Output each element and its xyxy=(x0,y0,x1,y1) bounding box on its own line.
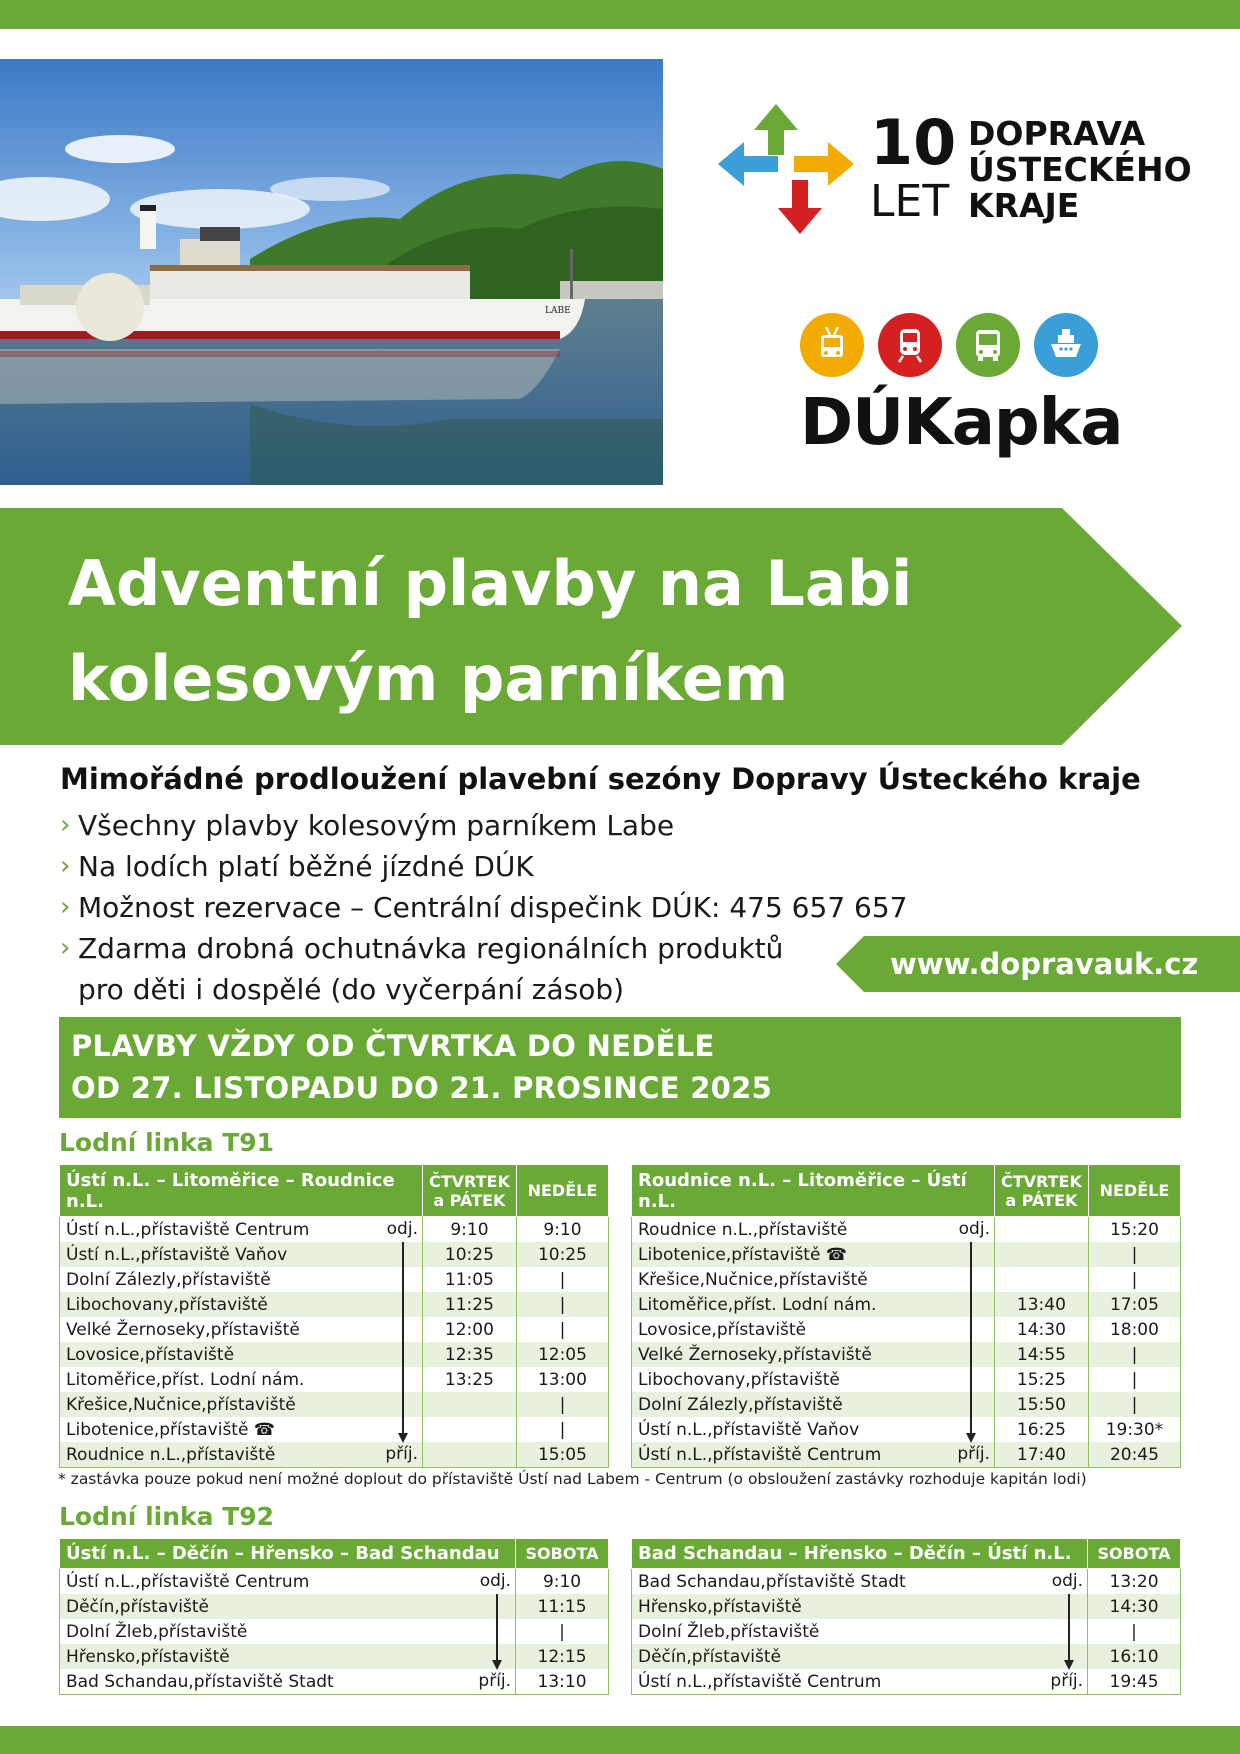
stop-name: Dolní Žleb,přístaviště xyxy=(66,1621,248,1642)
stop-name-cell xyxy=(60,1619,516,1644)
stop-name-cell xyxy=(60,1569,516,1595)
table-row xyxy=(632,1644,1181,1669)
time-cell: | xyxy=(516,1392,608,1417)
time-cell: 13:00 xyxy=(516,1367,608,1392)
direction-arrow xyxy=(402,1242,404,1434)
time-cell: 13:10 xyxy=(516,1669,609,1695)
list-item: › Možnost rezervace – Centrální dispečink DÚK: 475 657 657 xyxy=(60,887,860,928)
stop-name: Děčín,přístaviště xyxy=(638,1646,782,1667)
table-row xyxy=(632,1342,1181,1367)
time-cell: 15:25 xyxy=(994,1367,1088,1392)
arrow-down-icon xyxy=(492,1660,502,1670)
time-cell: 10:25 xyxy=(422,1242,516,1267)
time-cell xyxy=(422,1442,516,1468)
departure-arrival-mark: odj. xyxy=(479,1571,512,1591)
route-header: Roudnice n.L. – Litoměřice – Ústí n.L. xyxy=(632,1165,995,1217)
table-row xyxy=(632,1594,1181,1619)
table-row xyxy=(60,1392,609,1417)
steamer-photo xyxy=(0,59,663,485)
time-cell: | xyxy=(1088,1367,1180,1392)
stop-name-cell xyxy=(60,1669,516,1695)
time-cell: 12:05 xyxy=(516,1342,608,1367)
table-row xyxy=(60,1317,609,1342)
time-cell: 14:30 xyxy=(1088,1594,1181,1619)
table-row xyxy=(632,1317,1181,1342)
arrow-down-icon xyxy=(398,1433,408,1443)
table-row xyxy=(632,1569,1181,1595)
time-cell: 16:25 xyxy=(994,1417,1088,1442)
svg-text:LABE: LABE xyxy=(545,306,571,316)
time-cell: 12:35 xyxy=(422,1342,516,1367)
time-cell: | xyxy=(516,1292,608,1317)
stop-name: Lovosice,přístaviště xyxy=(638,1319,807,1340)
stop-name: Křešice,Nučnice,přístaviště xyxy=(638,1269,868,1290)
departure-arrival-mark: odj. xyxy=(386,1219,418,1239)
departure-arrival-mark: příj. xyxy=(1050,1671,1084,1691)
stop-name: Litoměřice,příst. Lodní nám. xyxy=(66,1369,305,1390)
table-row xyxy=(60,1267,609,1292)
ship-icon xyxy=(1034,313,1098,377)
table-row xyxy=(632,1392,1181,1417)
stop-name-cell xyxy=(60,1317,423,1342)
anniversary-word: LET xyxy=(870,176,950,227)
stop-name: Křešice,Nučnice,přístaviště xyxy=(66,1394,296,1415)
time-cell: 13:25 xyxy=(422,1367,516,1392)
chevron-right-icon: › xyxy=(60,810,71,840)
time-cell: 13:20 xyxy=(1088,1569,1181,1595)
stop-name-cell xyxy=(60,1417,423,1442)
direction-arrow xyxy=(496,1594,498,1661)
time-cell: 13:40 xyxy=(994,1292,1088,1317)
column-header-thu-fri: ČTVRTEK a PÁTEK xyxy=(422,1165,516,1217)
time-cell xyxy=(422,1392,516,1417)
direction-arrow xyxy=(1068,1594,1070,1661)
stop-name: Dolní Žleb,přístaviště xyxy=(638,1621,820,1642)
stop-name: Dolní Zálezly,přístaviště xyxy=(638,1394,843,1415)
table-row xyxy=(60,1594,609,1619)
table-row xyxy=(60,1669,609,1695)
stop-name: Libochovany,přístaviště xyxy=(638,1369,840,1390)
stop-name-cell xyxy=(632,1619,1088,1644)
bottom-bar xyxy=(0,1726,1240,1754)
timetable-t92-return xyxy=(631,1538,1181,1695)
stop-name-cell xyxy=(632,1644,1088,1669)
stop-name-cell xyxy=(632,1317,995,1342)
stop-name: Bad Schandau,přístaviště Stadt xyxy=(638,1571,906,1592)
time-cell: | xyxy=(1088,1267,1180,1292)
time-cell: 20:45 xyxy=(1088,1442,1180,1468)
time-cell: 12:00 xyxy=(422,1317,516,1342)
time-cell: | xyxy=(1088,1619,1181,1644)
stop-name-cell xyxy=(60,1442,423,1468)
table-row xyxy=(60,1644,609,1669)
time-cell: | xyxy=(1088,1342,1180,1367)
direction-arrow xyxy=(970,1242,972,1434)
time-cell xyxy=(994,1242,1088,1267)
stop-name: Ústí n.L.,přístaviště Centrum xyxy=(638,1671,882,1692)
table-row xyxy=(60,1619,609,1644)
table-row xyxy=(632,1417,1181,1442)
departure-arrival-mark: odj. xyxy=(958,1219,990,1239)
stop-name: Lovosice,přístaviště xyxy=(66,1344,235,1365)
time-cell: | xyxy=(516,1619,609,1644)
feature-list xyxy=(60,805,908,1010)
list-item: › Zdarma drobná ochutnávka regionálních produktů pro děti i dospělé (do vyčerpání zásob) xyxy=(60,928,860,1010)
stop-name: Ústí n.L.,přístaviště Centrum xyxy=(66,1219,310,1240)
stop-name: Libotenice,přístaviště ☎ xyxy=(638,1244,848,1265)
stop-name: Roudnice n.L.,přístaviště xyxy=(66,1444,276,1465)
departure-arrival-mark: příj. xyxy=(478,1671,512,1691)
time-cell xyxy=(994,1267,1088,1292)
time-cell: 15:20 xyxy=(1088,1217,1180,1243)
time-cell: | xyxy=(516,1417,608,1442)
stop-name: Děčín,přístaviště xyxy=(66,1596,210,1617)
time-cell: 19:30* xyxy=(1088,1417,1180,1442)
time-cell: 12:15 xyxy=(516,1644,609,1669)
stop-name-cell xyxy=(60,1242,423,1267)
table-row xyxy=(60,1367,609,1392)
table-row xyxy=(60,1569,609,1595)
arrow-down-icon xyxy=(1064,1660,1074,1670)
time-cell: 11:15 xyxy=(516,1594,609,1619)
stop-name: Libochovany,přístaviště xyxy=(66,1294,268,1315)
table-row xyxy=(60,1242,609,1267)
stop-name-cell xyxy=(60,1217,423,1243)
table-row xyxy=(632,1217,1181,1243)
dukapka-logo-text: DÚKapka xyxy=(800,386,1123,460)
time-cell: | xyxy=(516,1267,608,1292)
table-row xyxy=(632,1292,1181,1317)
time-cell: 14:55 xyxy=(994,1342,1088,1367)
column-header-saturday: SOBOTA xyxy=(516,1539,609,1569)
stop-name-cell xyxy=(632,1217,995,1243)
stop-name-cell xyxy=(632,1442,995,1468)
stop-name-cell xyxy=(632,1367,995,1392)
time-cell: | xyxy=(516,1317,608,1342)
time-cell xyxy=(422,1417,516,1442)
list-item: › Všechny plavby kolesovým parníkem Labe xyxy=(60,805,860,846)
stop-name-cell xyxy=(632,1669,1088,1695)
column-header-thu-fri: ČTVRTEK a PÁTEK xyxy=(994,1165,1088,1217)
table-row xyxy=(632,1267,1181,1292)
list-item: › Na lodích platí běžné jízdné DÚK xyxy=(60,846,860,887)
time-cell: 11:05 xyxy=(422,1267,516,1292)
time-cell: 14:30 xyxy=(994,1317,1088,1342)
stop-name-cell xyxy=(632,1594,1088,1619)
top-bar xyxy=(0,0,1240,29)
time-cell: 17:05 xyxy=(1088,1292,1180,1317)
route-header: Ústí n.L. – Litoměřice – Roudnice n.L. xyxy=(60,1165,423,1217)
trolleybus-icon xyxy=(800,313,864,377)
departure-arrival-mark: příj. xyxy=(957,1444,990,1464)
stop-name: Litoměřice,příst. Lodní nám. xyxy=(638,1294,877,1315)
stop-name: Roudnice n.L.,přístaviště xyxy=(638,1219,848,1240)
chevron-right-icon: › xyxy=(60,933,71,963)
stop-name: Velké Žernoseky,přístaviště xyxy=(66,1319,300,1340)
table-row xyxy=(632,1242,1181,1267)
stop-name: Velké Žernoseky,přístaviště xyxy=(638,1344,872,1365)
stop-name: Bad Schandau,přístaviště Stadt xyxy=(66,1671,334,1692)
timetable-t91-outbound xyxy=(59,1164,609,1468)
time-cell xyxy=(994,1217,1088,1243)
stop-name-cell xyxy=(60,1342,423,1367)
table-row xyxy=(632,1619,1181,1644)
stop-name: Ústí n.L.,přístaviště Vaňov xyxy=(66,1244,288,1265)
column-header-sunday: NEDĚLE xyxy=(516,1165,608,1217)
stop-name-cell xyxy=(632,1392,995,1417)
route-header: Bad Schandau – Hřensko – Děčín – Ústí n.L. xyxy=(632,1539,1088,1569)
table-row xyxy=(632,1367,1181,1392)
anniversary-org-name: DOPRAVA ÚSTECKÉHO KRAJE xyxy=(968,114,1192,225)
dukapka-icons xyxy=(800,313,1100,379)
time-cell: 9:10 xyxy=(516,1217,608,1243)
table-row xyxy=(60,1217,609,1243)
stop-name-cell xyxy=(60,1292,423,1317)
stop-name: Dolní Zálezly,přístaviště xyxy=(66,1269,271,1290)
stop-name: Hřensko,přístaviště xyxy=(638,1596,802,1617)
time-cell: 9:10 xyxy=(422,1217,516,1243)
stop-name: Ústí n.L.,přístaviště Centrum xyxy=(66,1571,310,1592)
table-row xyxy=(60,1292,609,1317)
stop-name: Ústí n.L.,přístaviště Vaňov xyxy=(638,1419,860,1440)
table-row xyxy=(60,1342,609,1367)
website-link[interactable]: www.dopravauk.cz xyxy=(890,947,1199,981)
stop-name-cell xyxy=(632,1569,1088,1595)
stop-name-cell xyxy=(632,1267,995,1292)
column-header-saturday: SOBOTA xyxy=(1088,1539,1181,1569)
table-row xyxy=(632,1669,1181,1695)
stop-name-cell xyxy=(60,1267,423,1292)
time-cell: 16:10 xyxy=(1088,1644,1181,1669)
time-cell: 17:40 xyxy=(994,1442,1088,1468)
timetable-t92-outbound xyxy=(59,1538,609,1695)
footnote: * zastávka pouze pokud není možné doplout do přístaviště Ústí nad Labem - Centrum (o obsloužení zastávky rozhoduje kapitán lodi) xyxy=(58,1470,1087,1488)
time-cell: 9:10 xyxy=(516,1569,609,1595)
stop-name-cell xyxy=(632,1242,995,1267)
subheading: Mimořádné prodloužení plavební sezóny Dopravy Ústeckého kraje xyxy=(60,762,1141,796)
table-row xyxy=(60,1442,609,1468)
route-header: Ústí n.L. – Děčín – Hřensko – Bad Schandau xyxy=(60,1539,516,1569)
time-cell: 10:25 xyxy=(516,1242,608,1267)
stop-name-cell xyxy=(632,1292,995,1317)
anniversary-number: 10 xyxy=(870,106,957,179)
train-icon xyxy=(878,313,942,377)
time-cell: 18:00 xyxy=(1088,1317,1180,1342)
departure-arrival-mark: příj. xyxy=(385,1444,418,1464)
stop-name: Libotenice,přístaviště ☎ xyxy=(66,1419,276,1440)
column-header-sunday: NEDĚLE xyxy=(1088,1165,1180,1217)
arrow-down-icon xyxy=(966,1433,976,1443)
bus-icon xyxy=(956,313,1020,377)
chevron-right-icon: › xyxy=(60,892,71,922)
line-t92-title: Lodní linka T92 xyxy=(59,1502,275,1531)
timetable-t91-return xyxy=(631,1164,1181,1468)
anniversary-logo xyxy=(718,100,1192,240)
page-title: Adventní plavby na Labi kolesovým parníkem xyxy=(68,547,913,715)
stop-name-cell xyxy=(632,1342,995,1367)
stop-name-cell xyxy=(632,1417,995,1442)
chevron-right-icon: › xyxy=(60,851,71,881)
time-cell: | xyxy=(1088,1392,1180,1417)
time-cell: 19:45 xyxy=(1088,1669,1181,1695)
time-cell: 15:05 xyxy=(516,1442,608,1468)
line-t91-title: Lodní linka T91 xyxy=(59,1128,275,1157)
time-cell: | xyxy=(1088,1242,1180,1267)
arrows-logo-icon xyxy=(718,100,858,240)
stop-name-cell xyxy=(60,1367,423,1392)
stop-name-cell xyxy=(60,1644,516,1669)
time-cell: 15:50 xyxy=(994,1392,1088,1417)
table-row xyxy=(60,1417,609,1442)
stop-name: Ústí n.L.,přístaviště Centrum xyxy=(638,1444,882,1465)
table-row xyxy=(632,1442,1181,1468)
stop-name: Hřensko,přístaviště xyxy=(66,1646,230,1667)
schedule-banner: PLAVBY VŽDY OD ČTVRTKA DO NEDĚLE OD 27. LISTOPADU DO 21. PROSINCE 2025 xyxy=(59,1017,1181,1118)
time-cell: 11:25 xyxy=(422,1292,516,1317)
stop-name-cell xyxy=(60,1392,423,1417)
stop-name-cell xyxy=(60,1594,516,1619)
departure-arrival-mark: odj. xyxy=(1051,1571,1084,1591)
